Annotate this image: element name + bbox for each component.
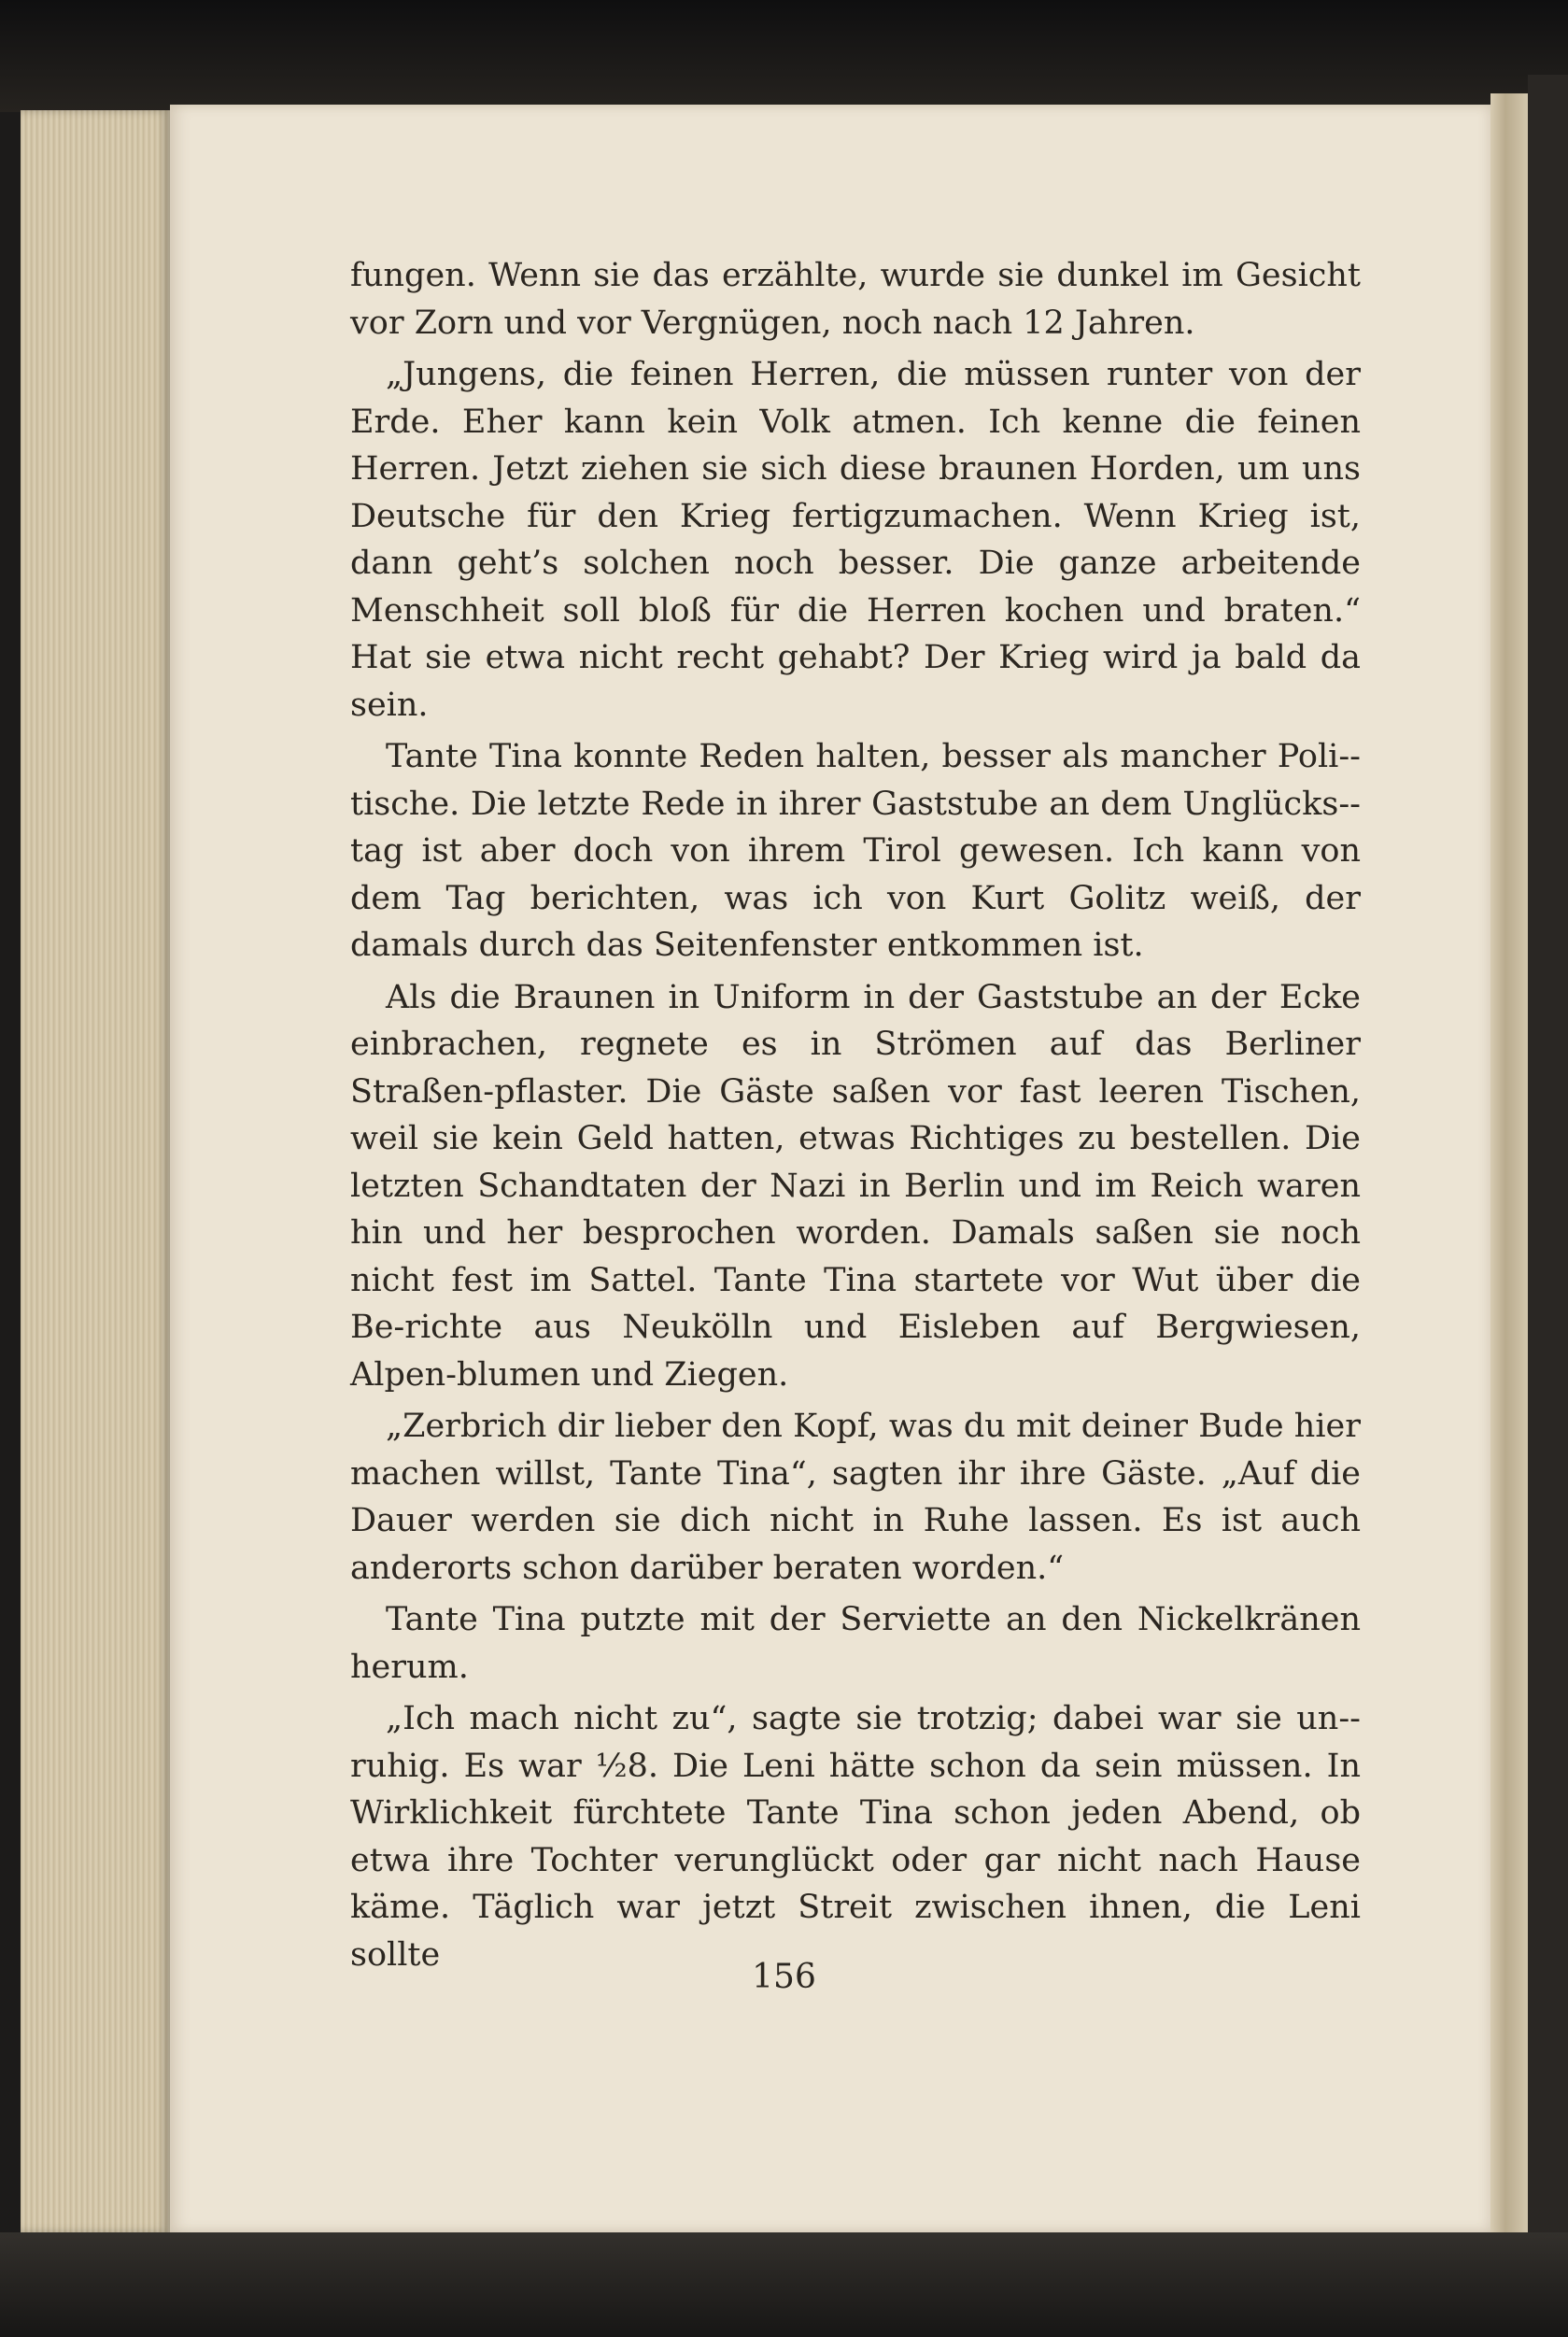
book-cover-right — [1528, 75, 1568, 2337]
background-bottom — [0, 2232, 1568, 2337]
paragraph-3: Tante Tina konnte Reden halten, besser als mancher Poli-tische. Die letzte Rede in ihrer Gaststube an dem Unglücks-tag ist aber doch von ihrem Tirol gewesen. Ich kann von dem Tag berichten, was ich von Kurt Golitz weiß, der damals durch das Seitenfenster entkommen ist. — [350, 738, 1361, 964]
paragraph-6: Tante Tina putzte mit der Serviette an den Nickelkränen herum. — [350, 1601, 1361, 1686]
page-number: 156 — [752, 1958, 816, 1996]
paragraph-4: Als die Braunen in Uniform in der Gaststube an der Ecke einbrachen, regnete es in Strömen auf das Berliner Straßen-pflaster. Die Gäste saßen vor fast leeren Tischen, weil sie kein Geld hatten, etwas Richtiges zu bestellen. Die letzten Schandtaten der Nazi in Berlin und im Reich waren hin und her besprochen worden. Damals saßen sie noch nicht fest im Sattel. Tante Tina startete vor Wut über die Be-richte aus Neukölln und Eisleben auf Bergwiesen, Alpen-blumen und Ziegen. — [350, 978, 1361, 1394]
page-stack-edge — [21, 110, 170, 2232]
paragraph-7: „Ich mach nicht zu“, sagte sie trotzig; dabei war sie un-ruhig. Es war ½8. Die Leni hätte schon da sein müssen. In Wirklichkeit fürchtete Tante Tina schon jeden Abend, ob etwa ihre Tochter verunglückt oder gar nicht nach Hause käme. Täglich war jetzt Streit zwischen ihnen, die Leni sollte — [350, 1700, 1361, 1974]
paragraph-1: fungen. Wenn sie das erzählte, wurde sie dunkel im Gesicht vor Zorn und vor Vergnügen, noch nach 12 Jahren. — [350, 257, 1361, 342]
paragraph-2: „Jungens, die feinen Herren, die müssen runter von der Erde. Eher kann kein Volk atmen. Ich kenne die feinen Herren. Jetzt ziehen sie sich diese braunen Horden, um uns Deutsche für den Krieg fertigzumachen. Wenn Krieg ist, dann geht’s solchen noch besser. Die ganze arbeitende Menschheit soll bloß für die Herren kochen und braten.“ Hat sie etwa nicht recht gehabt? Der Krieg wird ja bald da sein. — [350, 356, 1361, 724]
background-top — [0, 0, 1568, 112]
paragraph-5: „Zerbrich dir lieber den Kopf, was du mit deiner Bude hier machen willst, Tante Tina“, sagten ihr ihre Gäste. „Auf die Dauer werden sie dich nicht in Ruhe lassen. Es ist auch anderorts schon darüber beraten worden.“ — [350, 1408, 1361, 1587]
body-text — [350, 252, 1361, 1983]
next-page-edge — [1490, 93, 1528, 2242]
